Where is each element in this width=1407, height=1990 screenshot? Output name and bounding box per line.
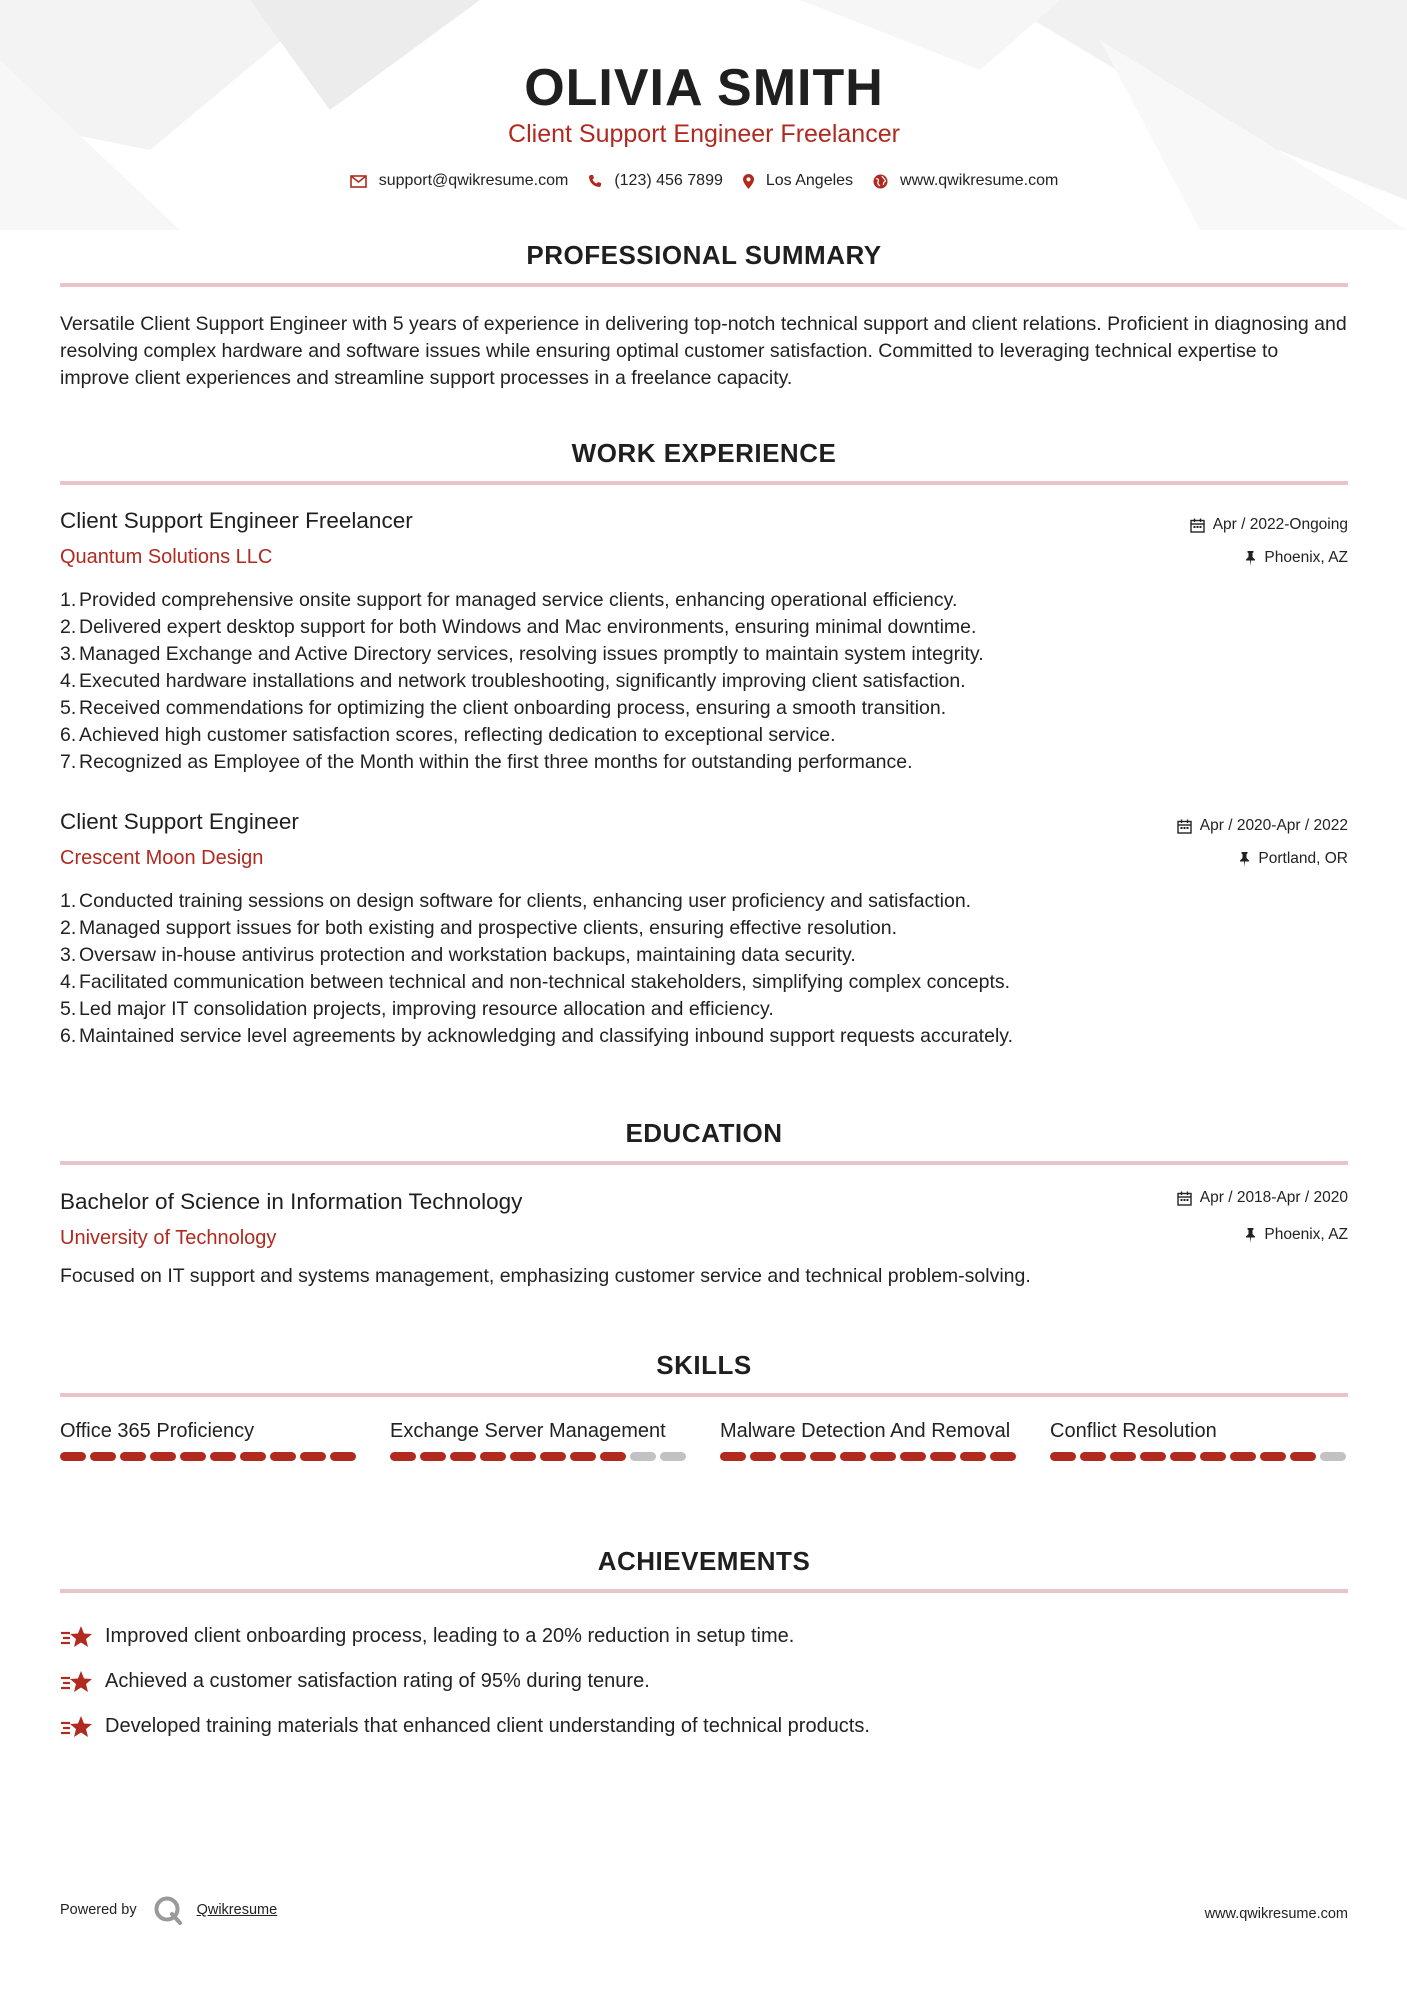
skill-bar-segment-filled <box>180 1452 206 1461</box>
skill-item <box>60 1418 360 1461</box>
skill-bar-segment-empty <box>1320 1452 1346 1461</box>
skill-bar-segment-filled <box>300 1452 326 1461</box>
job-company: Quantum Solutions LLC <box>60 546 273 568</box>
contact-location-text: Los Angeles <box>765 172 854 189</box>
skill-bar-segment-filled <box>1200 1452 1226 1461</box>
skill-name: Exchange Server Management <box>390 1420 666 1442</box>
pushpin-icon <box>1239 852 1250 867</box>
section-divider <box>60 1161 1348 1165</box>
skill-bar-segment-filled <box>1080 1452 1106 1461</box>
list-item: 3. Managed Exchange and Active Directory services, resolving issues promptly to maintain system integrity. <box>60 643 984 665</box>
star-icon <box>60 1714 105 1740</box>
education-location-text: Phoenix, AZ <box>1264 1226 1348 1243</box>
calendar-icon <box>1190 518 1205 533</box>
section-heading-education: EDUCATION <box>625 1118 783 1148</box>
education-description: Focused on IT support and systems management, emphasizing customer service and technical problem-solving. <box>60 1265 1031 1287</box>
skill-bar-segment-filled <box>1230 1452 1256 1461</box>
skill-bar-segment-filled <box>960 1452 986 1461</box>
section-heading-skills: SKILLS <box>656 1350 752 1380</box>
skill-bar-segment-filled <box>450 1452 476 1461</box>
star-icon <box>60 1624 105 1650</box>
skill-level-bar <box>720 1452 1020 1461</box>
job-company: Crescent Moon Design <box>60 847 264 869</box>
skill-bar-segment-filled <box>90 1452 116 1461</box>
contact-phone-text: (123) 456 7899 <box>614 172 723 189</box>
skill-bar-segment-filled <box>930 1452 956 1461</box>
skill-bar-segment-empty <box>630 1452 656 1461</box>
skill-bar-segment-filled <box>420 1452 446 1461</box>
skill-bar-segment-filled <box>150 1452 176 1461</box>
summary-text: Versatile Client Support Engineer with 5 years of experience in delivering top-notch technical support and client relations. Proficient in diagnosing and resolving complex hardware and software issues while ensuring optimal customer satisfaction. Committed to leveraging technical expertise to improve client experiences and streamline support processes in a freelance capacity. <box>60 313 1347 389</box>
list-item <box>60 1614 1348 1659</box>
list-item: 5. Received commendations for optimizing the client onboarding process, ensuring a smooth transition. <box>60 697 947 719</box>
skill-bar-segment-filled <box>240 1452 266 1461</box>
education-school: University of Technology <box>60 1227 277 1249</box>
contact-website[interactable] <box>873 172 1058 190</box>
qwikresume-logo-icon <box>153 1895 183 1925</box>
footer-brand-link[interactable]: Qwikresume <box>196 1902 278 1918</box>
achievements-list <box>60 1614 1348 1749</box>
section-divider <box>60 1393 1348 1397</box>
list-item <box>60 1704 1348 1749</box>
contact-email-text: support@qwikresume.com <box>378 172 569 189</box>
skill-bar-segment-filled <box>840 1452 866 1461</box>
section-heading-summary: PROFESSIONAL SUMMARY <box>526 240 882 270</box>
footer-powered-by <box>60 1895 277 1925</box>
footer-website[interactable]: www.qwikresume.com <box>1204 1906 1348 1922</box>
skill-bar-segment-filled <box>60 1452 86 1461</box>
job-title: Client Support Engineer Freelancer <box>60 508 413 533</box>
skill-bar-segment-filled <box>1110 1452 1136 1461</box>
skill-level-bar <box>1050 1452 1350 1461</box>
phone-icon <box>588 174 602 188</box>
resume-page <box>60 0 1348 1990</box>
section-divider <box>60 1589 1348 1593</box>
skill-bar-segment-filled <box>1260 1452 1286 1461</box>
contact-email[interactable] <box>350 172 569 190</box>
skill-bar-segment-filled <box>1050 1452 1076 1461</box>
contact-location <box>743 172 853 190</box>
skill-bar-segment-filled <box>390 1452 416 1461</box>
skill-bar-segment-filled <box>990 1452 1016 1461</box>
job-dates-text: Apr / 2020-Apr / 2022 <box>1199 817 1348 834</box>
pushpin-icon <box>1245 1228 1256 1243</box>
calendar-icon <box>1177 819 1192 834</box>
job-dates <box>1177 817 1348 835</box>
section-heading-achievements: ACHIEVEMENTS <box>597 1546 811 1576</box>
candidate-title: Client Support Engineer Freelancer <box>508 120 900 148</box>
skills-grid <box>60 1418 1348 1461</box>
skill-bar-segment-filled <box>510 1452 536 1461</box>
contact-website-text: www.qwikresume.com <box>900 172 1059 189</box>
list-item: 4. Executed hardware installations and network troubleshooting, significantly improving client satisfaction. <box>60 670 966 692</box>
skill-bar-segment-filled <box>570 1452 596 1461</box>
list-item <box>60 1659 1348 1704</box>
job-dates <box>1190 516 1348 534</box>
section-divider <box>60 283 1348 287</box>
list-item: 2. Delivered expert desktop support for both Windows and Mac environments, ensuring minimal downtime. <box>60 616 977 638</box>
skill-bar-segment-filled <box>780 1452 806 1461</box>
skill-level-bar <box>60 1452 360 1461</box>
list-item: 6. Achieved high customer satisfaction scores, reflecting dedication to exceptional service. <box>60 724 836 746</box>
list-item: 7. Recognized as Employee of the Month within the first three months for outstanding performance. <box>60 751 913 773</box>
globe-icon <box>873 174 888 189</box>
job-location <box>1239 850 1348 868</box>
job-location <box>1245 549 1348 567</box>
skill-bar-segment-filled <box>1290 1452 1316 1461</box>
job-dates-text: Apr / 2022-Ongoing <box>1212 516 1348 533</box>
section-divider <box>60 481 1348 485</box>
pushpin-icon <box>1245 551 1256 566</box>
achievement-text: Developed training materials that enhanced client understanding of technical products. <box>105 1715 870 1737</box>
skill-bar-segment-filled <box>330 1452 356 1461</box>
star-icon <box>60 1669 105 1695</box>
education-dates-text: Apr / 2018-Apr / 2020 <box>1199 1189 1348 1206</box>
candidate-name: OLIVIA SMITH <box>524 59 884 117</box>
job-title: Client Support Engineer <box>60 809 299 834</box>
skill-bar-segment-filled <box>750 1452 776 1461</box>
powered-by-label: Powered by <box>60 1902 137 1918</box>
skill-bar-segment-filled <box>900 1452 926 1461</box>
list-item: 6. Maintained service level agreements by acknowledging and classifying inbound support requests accurately. <box>60 1025 1014 1047</box>
skill-item <box>1050 1418 1350 1461</box>
education-dates <box>1177 1189 1348 1207</box>
skill-bar-segment-filled <box>810 1452 836 1461</box>
skill-bar-segment-filled <box>540 1452 566 1461</box>
list-item: 1. Provided comprehensive onsite support for managed service clients, enhancing operational efficiency. <box>60 589 958 611</box>
list-item: 4. Facilitated communication between technical and non-technical stakeholders, simplifying complex concepts. <box>60 971 1011 993</box>
map-pin-icon <box>743 174 754 189</box>
list-item: 2. Managed support issues for both existing and prospective clients, ensuring effective resolution. <box>60 917 898 939</box>
achievement-text: Improved client onboarding process, leading to a 20% reduction in setup time. <box>105 1625 795 1647</box>
contact-phone[interactable] <box>588 172 723 190</box>
list-item: 5. Led major IT consolidation projects, improving resource allocation and efficiency. <box>60 998 774 1020</box>
job-location-text: Phoenix, AZ <box>1264 549 1348 566</box>
skill-bar-segment-filled <box>870 1452 896 1461</box>
list-item: 3. Oversaw in-house antivirus protection and workstation backups, maintaining data security. <box>60 944 856 966</box>
skill-bar-segment-filled <box>720 1452 746 1461</box>
calendar-icon <box>1177 1191 1192 1206</box>
achievement-text: Achieved a customer satisfaction rating of 95% during tenure. <box>105 1670 650 1692</box>
skill-name: Office 365 Proficiency <box>60 1420 255 1442</box>
job-location-text: Portland, OR <box>1258 850 1348 867</box>
skill-bar-segment-filled <box>1140 1452 1166 1461</box>
skill-bar-segment-filled <box>480 1452 506 1461</box>
skill-item <box>390 1418 690 1461</box>
skill-name: Malware Detection And Removal <box>720 1420 1011 1442</box>
skill-bar-segment-filled <box>1170 1452 1196 1461</box>
job-responsibilities <box>60 587 1348 776</box>
skill-bar-segment-empty <box>660 1452 686 1461</box>
section-heading-experience: WORK EXPERIENCE <box>571 438 837 468</box>
contact-bar <box>60 172 1348 190</box>
skill-bar-segment-filled <box>270 1452 296 1461</box>
skill-item <box>720 1418 1020 1461</box>
job-responsibilities <box>60 888 1348 1050</box>
skill-level-bar <box>390 1452 690 1461</box>
envelope-icon <box>350 175 367 188</box>
list-item: 1. Conducted training sessions on design software for clients, enhancing user proficiency and satisfaction. <box>60 890 972 912</box>
skill-bar-segment-filled <box>210 1452 236 1461</box>
skill-bar-segment-filled <box>120 1452 146 1461</box>
skill-bar-segment-filled <box>600 1452 626 1461</box>
education-location <box>1245 1226 1348 1244</box>
education-degree: Bachelor of Science in Information Technology <box>60 1189 523 1214</box>
skill-name: Conflict Resolution <box>1050 1420 1217 1442</box>
